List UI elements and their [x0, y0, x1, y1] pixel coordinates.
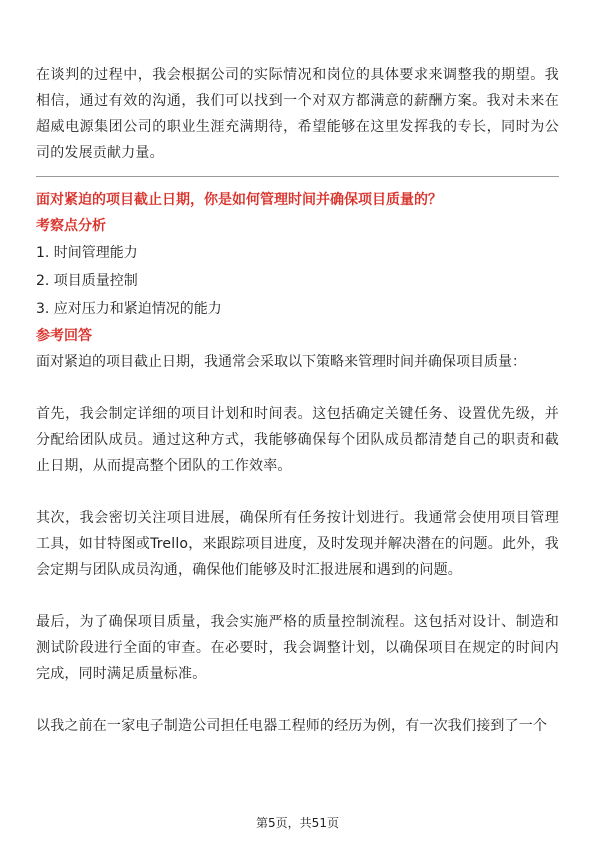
answer-paragraph: 以我之前在一家电子制造公司担任电器工程师的经历为例，有一次我们接到了一个 [36, 718, 548, 734]
answer-label: 参考回答 [36, 328, 92, 344]
answer-paragraph: 首先，我会制定详细的项目计划和时间表。这包括确定关键任务、设置优先级，并分配给团队成员。通过这种方式，我能够确保每个团队成员都清楚自己的职责和截止日期，从而提高整个团队的工作效率。 [36, 406, 559, 474]
answer-paragraph: 最后，为了确保项目质量，我会实施严格的质量控制流程。这包括对设计、制造和测试阶段进行全面的审查。在必要时，我会调整计划，以确保项目在规定的时间内完成，同时满足质量标准。 [36, 614, 559, 682]
answer-paragraph: 其次，我会密切关注项目进展，确保所有任务按计划进行。我通常会使用项目管理工具，如甘特图或Trello，来跟踪项目进度，及时发现并解决潜在的问题。此外，我会定期与团队成员沟通，确保他们能够及时汇报进展和遇到的问题。 [36, 510, 559, 578]
top-paragraph: 在谈判的过程中，我会根据公司的实际情况和岗位的具体要求来调整我的期望。我相信，通过有效的沟通，我们可以找到一个对双方都满意的薪酬方案。我对未来在超威电源集团公司的职业生涯充满期待，希望能够在这里发挥我的专长，同时为公司的发展贡献力量。 [36, 67, 559, 161]
question-heading: 面对紧迫的项目截止日期，你是如何管理时间并确保项目质量的？ [36, 192, 442, 208]
analysis-point: 1. 时间管理能力 [36, 245, 138, 261]
page-number: 第5页，共51页 [256, 816, 339, 830]
answer-intro: 面对紧迫的项目截止日期，我通常会采取以下策略来管理时间并确保项目质量： [36, 354, 526, 370]
document-body [36, 62, 559, 765]
analysis-label: 考察点分析 [36, 218, 106, 234]
analysis-point: 2. 项目质量控制 [36, 273, 138, 289]
analysis-point: 3. 应对压力和紧迫情况的能力 [36, 301, 222, 317]
section-divider [36, 176, 559, 177]
